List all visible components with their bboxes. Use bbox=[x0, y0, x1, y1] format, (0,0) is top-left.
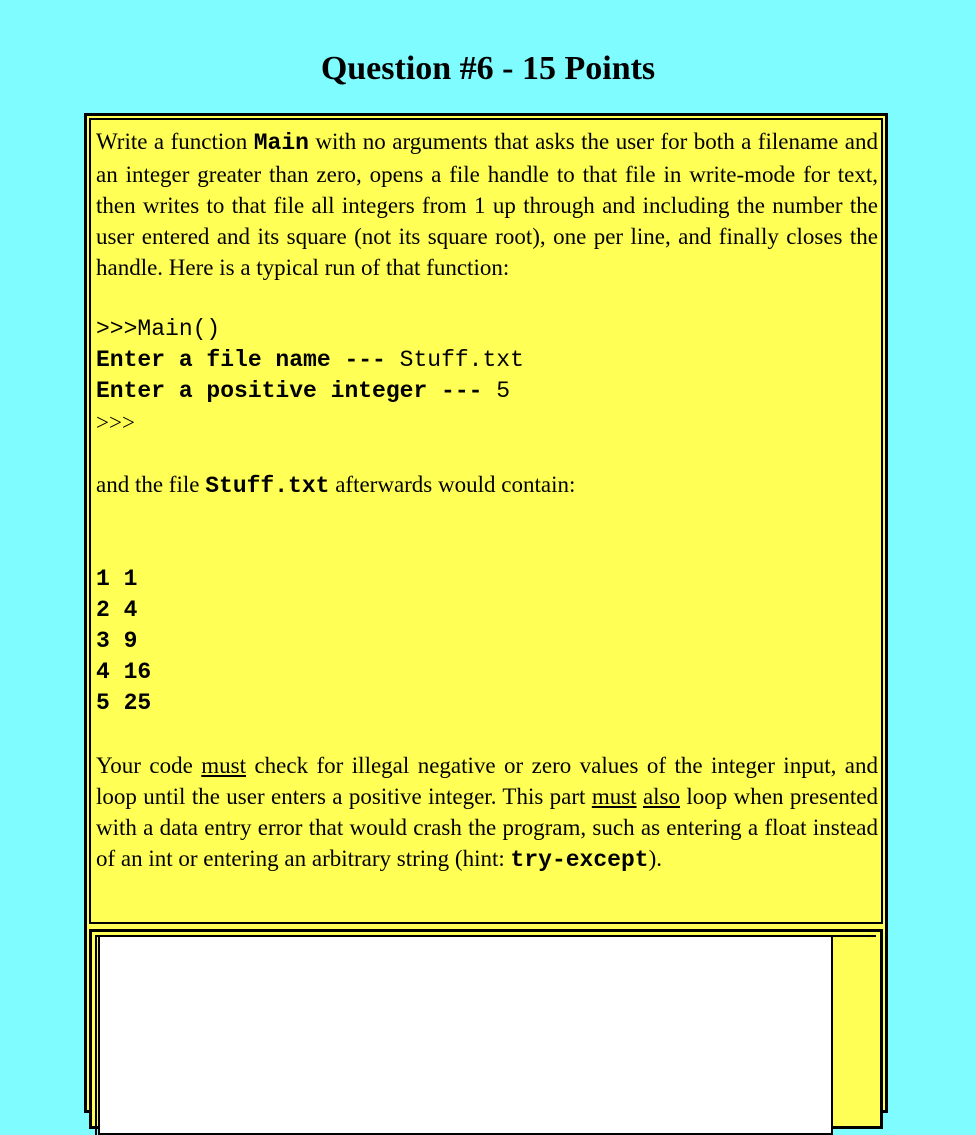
session-prompt-filename: Enter a file name --- bbox=[96, 347, 400, 373]
file-sentence-end: afterwards would contain: bbox=[329, 472, 576, 497]
file-sentence bbox=[96, 469, 878, 502]
session-value-filename: Stuff.txt bbox=[399, 347, 524, 373]
file-line: 3 9 bbox=[96, 628, 138, 654]
intro-paragraph bbox=[96, 126, 878, 283]
hint-code: try-except bbox=[510, 847, 649, 873]
session-line-integer bbox=[96, 376, 878, 407]
session-value-integer: 5 bbox=[496, 378, 511, 404]
session-line-call: >>>Main() bbox=[96, 316, 221, 342]
session-line-filename bbox=[96, 345, 878, 376]
function-name: Main bbox=[253, 130, 309, 156]
question-text bbox=[96, 126, 878, 876]
file-line: 5 25 bbox=[96, 690, 152, 716]
page-title: Question #6 - 15 Points bbox=[320, 50, 656, 87]
also-emphasis: also bbox=[642, 784, 681, 809]
file-name: Stuff.txt bbox=[205, 473, 330, 499]
must-emphasis-1: must bbox=[201, 753, 247, 778]
file-line: 1 1 bbox=[96, 566, 138, 592]
must-emphasis-2: must bbox=[591, 784, 637, 809]
req-text-4: loop when presented with a data entry error that would crash the program, such as entering a float instead of an int or entering an arbitrary string (hint: bbox=[96, 784, 878, 871]
file-sentence-start: and the file bbox=[96, 472, 206, 497]
intro-text-start: Write a function bbox=[96, 129, 254, 154]
session-line-end: >>> bbox=[96, 410, 135, 435]
file-contents bbox=[96, 564, 878, 719]
req-text-5: ). bbox=[648, 846, 662, 871]
intro-text-rest: with no arguments that asks the user for both a filename and an integer greater than zero, opens a file handle to that file in write-mode for text, then writes to that file all integers from 1 up through and including the number the user entered and its square (not its square root), one per line, and finally closes the handle. Here is a typical run of that function: bbox=[96, 129, 878, 280]
req-text-2: check for illegal negative or zero values of the integer input, and loop until the user enters a positive integer. This part bbox=[96, 753, 878, 809]
session-prompt-integer: Enter a positive integer --- bbox=[96, 378, 497, 404]
req-text-1: Your code bbox=[96, 753, 202, 778]
answer-textarea[interactable] bbox=[98, 935, 833, 1135]
example-session bbox=[96, 314, 878, 438]
file-line: 4 16 bbox=[96, 659, 152, 685]
requirements-paragraph bbox=[96, 750, 878, 876]
answer-frame bbox=[89, 929, 883, 1129]
question-cell bbox=[89, 118, 883, 924]
file-line: 2 4 bbox=[96, 597, 138, 623]
question-box bbox=[84, 113, 888, 1113]
